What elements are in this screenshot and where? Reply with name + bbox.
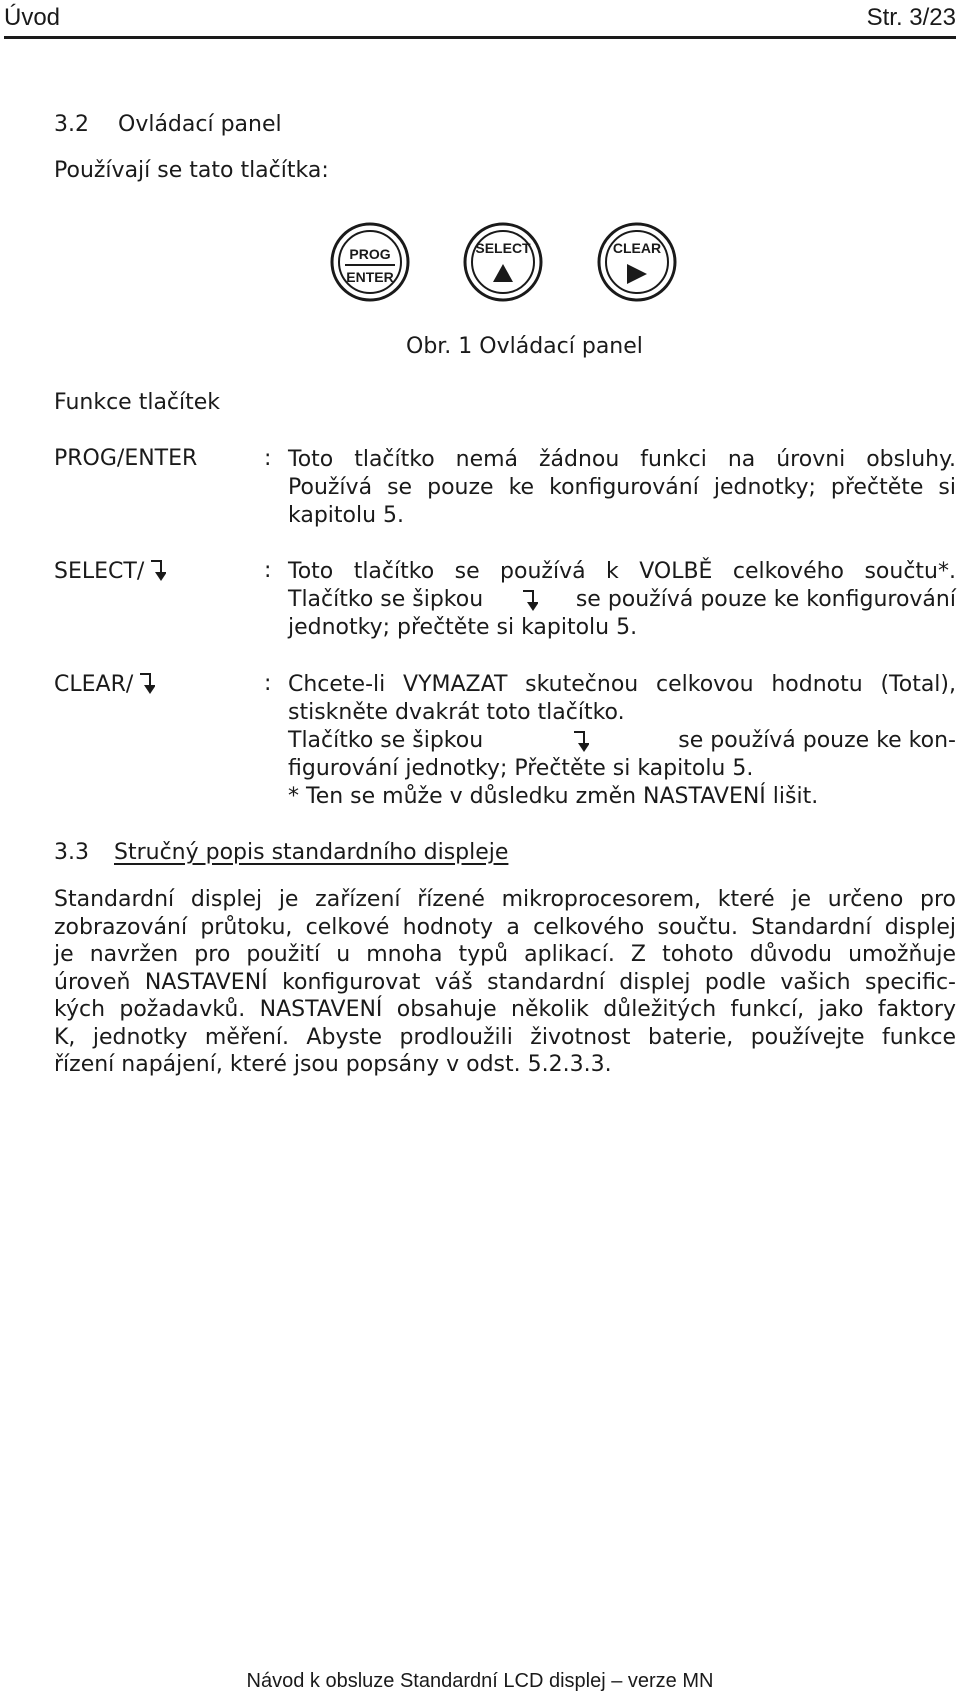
section-3-3-title: Stručný popis standardního displeje: [114, 840, 509, 865]
footer: Návod k obsluze Standardní LCD displej – verze MN: [246, 1670, 714, 1692]
paragraph-line: zobrazování průtoku, celkové hodnoty a celkového součtu. Standardní displej: [54, 914, 956, 940]
paragraph-line: úroveň NASTAVENÍ konfigurovat váš standardní displej podle vašich specific-: [54, 969, 956, 995]
arrow-down-icon: [573, 729, 589, 753]
select-label-text: SELECT/: [54, 559, 145, 584]
paragraph-line: je navržen pro použití u mnoha typů aplikací. Z tohoto důvodu umožňuje: [54, 942, 956, 967]
clear-label: CLEAR: [612, 240, 662, 256]
clear-desc-line3b: se používá pouze ke kon-: [678, 728, 956, 753]
page-number: Str. 3/23: [866, 4, 956, 31]
intro-text: Používají se tato tlačítka:: [54, 158, 329, 183]
arrow-down-icon: [150, 558, 166, 582]
paragraph-line: Standardní displej je zařízení řízené mikroprocesorem, které je určeno pro: [54, 887, 956, 912]
section-3-2-heading: [54, 112, 282, 137]
paragraph-line: K, jednotky měření. Abyste prodloužili životnost baterie, používejte funkce: [54, 1024, 956, 1050]
clear-button[interactable]: [597, 222, 677, 306]
prog-enter-button[interactable]: [330, 222, 410, 306]
clear-colon: :: [264, 671, 272, 696]
section-3-3-paragraph: [54, 886, 956, 1079]
section-3-2-title: Ovládací panel: [118, 112, 282, 137]
select-description: [288, 558, 956, 642]
select-function-label: [54, 558, 172, 584]
select-label: SELECT: [475, 240, 531, 256]
section-3-2-number: 3.2: [54, 112, 89, 137]
clear-function-label: [54, 671, 161, 697]
prog-desc-line2: Používá se pouze ke konfigurování jednotky; přečtěte si: [288, 475, 956, 500]
clear-desc-line5: * Ten se může v důsledku změn NASTAVENÍ lišit.: [288, 784, 819, 809]
prog-description: [288, 446, 956, 530]
clear-desc-line3a: Tlačítko se šipkou: [288, 728, 484, 753]
header-left: Úvod: [4, 4, 61, 31]
header-rule: [4, 36, 956, 39]
select-button[interactable]: [463, 222, 543, 306]
clear-desc-line2: stiskněte dvakrát toto tlačítko.: [288, 700, 625, 725]
paragraph-line: kých požadavků. NASTAVENÍ obsahuje několik důležitých funkcí, jako faktory: [54, 997, 956, 1022]
clear-desc-line3: [288, 727, 956, 755]
figure-caption: Obr. 1 Ovládací panel: [406, 334, 643, 359]
select-desc-line2: [288, 586, 956, 614]
select-desc-line2b: se používá pouze ke konfigurování: [575, 587, 956, 612]
prog-desc-line3: kapitolu 5.: [288, 503, 405, 528]
paragraph-line: řízení napájení, které jsou popsány v odst. 5.2.3.3.: [54, 1052, 612, 1077]
prog-desc-line1: Toto tlačítko nemá žádnou funkci na úrovni obsluhy.: [288, 447, 956, 472]
select-colon: :: [264, 558, 272, 583]
clear-description: [288, 671, 956, 811]
section-3-3-heading: [54, 840, 508, 865]
arrow-down-icon: [522, 588, 538, 612]
arrow-down-icon: [139, 671, 155, 695]
enter-label: ENTER: [346, 269, 394, 285]
prog-colon: :: [264, 446, 272, 471]
select-desc-line3: jednotky; přečtěte si kapitolu 5.: [288, 615, 638, 640]
functions-heading: Funkce tlačítek: [54, 390, 221, 415]
prog-enter-label: PROG/ENTER: [54, 446, 198, 471]
select-desc-line2a: Tlačítko se šipkou: [288, 587, 484, 612]
prog-label: PROG: [349, 246, 391, 262]
section-3-3-number: 3.3: [54, 840, 89, 865]
clear-desc-line1: Chcete-li VYMAZAT skutečnou celkovou hodnotu (Total),: [288, 672, 956, 697]
clear-label-text: CLEAR/: [54, 672, 134, 697]
select-desc-line1: Toto tlačítko se používá k VOLBĚ celkového součtu*.: [288, 559, 956, 584]
clear-desc-line4: figurování jednotky; Přečtěte si kapitolu 5.: [288, 756, 754, 781]
